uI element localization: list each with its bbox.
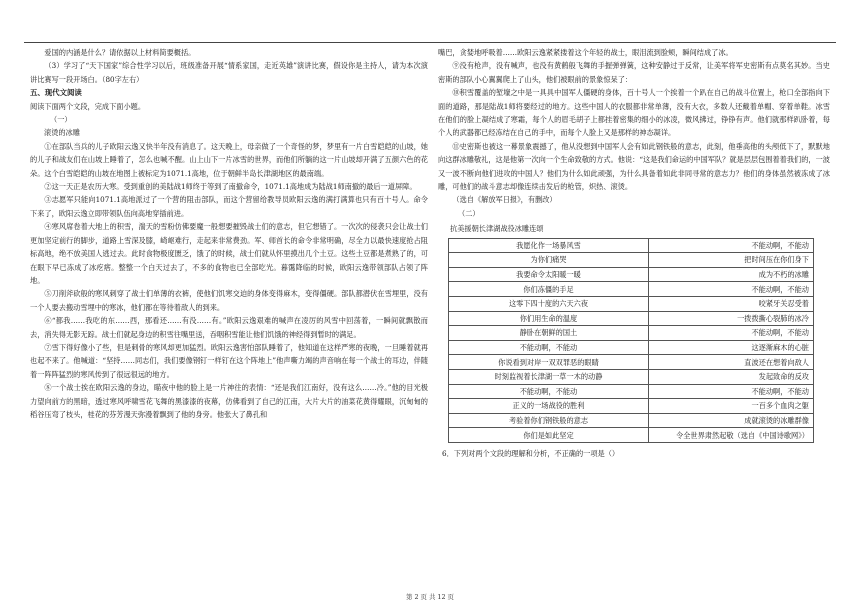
poem-row: [449, 340, 814, 355]
poem-left-line: 静卧在朝鲜的国土: [449, 326, 649, 341]
poem-left-line: 你说看到对岸一双双罪恶的眼睛: [449, 355, 649, 370]
left-column: [30, 46, 428, 421]
poem-left-line: 你们用生命的温度: [449, 311, 649, 326]
poem-left-line: 我愿化作一场暴风雪: [449, 238, 649, 253]
article-paragraph-11: ⑪史密斯也被这一幕景象震撼了，他从没想到中国军人会有如此钢铁般的意志，此刻，他垂高他的头颅低下了，默默地向这群冰雕敬礼，这是他第一次向一个生命致敬的方式。他说：“这是我们命运的中国军队？就是层层包围着着我们的，一波又一波不断向他们进攻的中国人？他们为什么如此顽强，为什么具备着如此非同寻常的意志力？他们的身体虽然被冻成了冰雕，可他们的战斗意志却像连续击发后的枪管，炽热、滚烫。: [438, 141, 830, 192]
article-paragraph-4: ④寒风席卷着大地上的积雪，湍天的雪粉仿佛要魔一般想要摧毁战士们的意志，但它想错了。一次次的侵袭只会让战士们更加坚定前行的脚步，道路上雪深及膝，崎岖难行，走起来非常费劲。军、师首长的命令非常明确，尽全力以最快速度抢占阻标高地，绝不放美国人逃过去。此时食物极度匮乏，饿了的时候，战士们就从怀里摸出几个土豆。这些土豆都是煮熟了的，可在眼下早已冻成了冰疙瘩。整整一个白天过去了，不多的食物也已全部吃光。暮霭降临的时候，欧阳云逸带领部队占领了阵地。: [30, 222, 428, 285]
poem-right-line: 把时间压在你们身下: [649, 253, 814, 268]
poem-row: [449, 297, 814, 312]
poem-row: [449, 370, 814, 385]
poem-left-line: 时刻监视着长津湖一草一木的动静: [449, 370, 649, 385]
poem-right-line: 直波还在想着向敌人: [649, 355, 814, 370]
article-paragraph-8: ⑧一个战士挨在欧阳云逸的身边，瞄夜中他的脸上是一片神往的表情：“还是我们江南好，没有这么……冷。”他的目光极力望向前方的黑暗，透过寒风呼啸雪花飞舞的黑漆漆的夜幕，仿佛看到了自己的江南，大片大片的油菜花黄得耀眼，沉甸甸的稻谷压弯了枝头，桂花的芬芳漫天弥漫着飘到了他的身旁。他张大了鼻孔和: [30, 383, 428, 419]
poem-row: [449, 399, 814, 414]
poem-left-line: 不能动啊，不能动: [449, 384, 649, 399]
poem-left-line: 正义的一场战役的胜利: [449, 399, 649, 414]
poem-right-line: 发起致命的反攻: [649, 370, 814, 385]
article-paragraph-9: ⑨没有枪声，没有喊声，也没有黄鹤般飞舞的手握弹弹簧，这种安静过于反常，让美军将军史密斯有点莫名其妙。当史密斯的部队小心翼翼爬上了山头，他们被眼前的景象惊呆了：: [438, 61, 830, 84]
poem-row: [449, 413, 814, 428]
article-paragraph-3: ③志愿军只能向1071.1高地派过了一个营的阻击部队，而这个营留给教导员欧阳云逸的满打满算也只有百十号人。命令下来了，欧阳云逸立即带领队伍向高地穿插前进。: [30, 195, 428, 218]
poem-right-line: 咬紧牙关忍受着: [649, 297, 814, 312]
article-paragraph-5: ⑤刀削斧砍般的寒风刺穿了战士们单薄的衣裤，使他们饥寒交迫的身体变得麻木，变得僵硬。部队都潜伏在雪埋里，没有一个人要去搬动雪埋中的寒冰，他们都在等待着敌人的到来。: [30, 289, 428, 312]
poem-row: [449, 384, 814, 399]
poem-left-line: 我要命令太阳暖一暖: [449, 267, 649, 282]
page-number-footer: 第 2 页 共 12 页: [406, 593, 454, 601]
article-paragraph-6: ⑥“都我……我吃的东……西，那看还……有没……有。”欧阳云逸艰难的喊声在凌厉的风雪中回荡着，一瞬间就飘散而去，消失得无影无踪。战士们就起身边的积雪往嘴里送，吞咽积雪能让他们饥饿的神经得到暂时的满足。: [30, 316, 428, 339]
question-6: 6．下列对两个文段的理解和分析，不正确的一项是（）: [442, 449, 620, 458]
poem-right-line: 不能动啊，不能动: [649, 384, 814, 399]
article-title: 滚烫的冰雕: [44, 128, 80, 138]
paragraph-8-continuation: 嘴巴，贪婪地呼吸着……欧阳云逸紧紧搂着这个年轻的战士，眼泪流到脸颊，瞬间结成了冰。: [438, 48, 733, 57]
poem-row: [449, 253, 814, 268]
article-source: （选自《解放军日报》，有删改）: [452, 195, 557, 205]
poem-right-line: 不能动啊，不能动: [649, 282, 814, 297]
poem-row: [449, 355, 814, 370]
poem-right-line: 这逐渐麻木的心脏: [649, 340, 814, 355]
poem-right-line: 不能动啊，不能动: [649, 326, 814, 341]
poem-table: [448, 238, 814, 443]
poem-right-line: 成就滚烫的冰雕群像: [649, 413, 814, 428]
poem-right-line: 一百多个血肉之躯: [649, 399, 814, 414]
poem-right-line: 一拨拨撕心裂肺的冰冷: [649, 311, 814, 326]
poem-right-line: 不能动啊，不能动: [649, 238, 814, 253]
poem-row: [449, 267, 814, 282]
part-one-label: （一）: [50, 115, 72, 125]
section-heading: 五、现代文阅读: [30, 88, 82, 98]
article-paragraph-10: ⑩积雪覆盖的堑壕之中是一具具中国军人僵硬的身体，百十号人一个挨着一个趴在自己的战斗位置上，枪口全部指向下面的道路，那是陆战1师将要经过的地方。这些中国人的衣服都非常单薄，没有大衣，多数人还戴着单帽、穿着单鞋。冰雪在他们的脸上凝结成了寒霜，每个人的眉毛胡子上都挂着密集的细小的冰凌，微风拂过，铮铮有声。他们就那样趴卧着，每个人的武器都已经冻结在自己的手中，而每个人脸上又是那样的神态凝详。: [438, 88, 830, 138]
poem-left-line: 不能动啊，不能动: [449, 340, 649, 355]
poem-row: [449, 282, 814, 297]
article-paragraph-7: ⑦雪下得好像小了些，但是刺骨的寒风却更加猛烈。欧阳云逸害怕部队睡着了，他知道在这样严寒的夜晚，一旦睡着就再也起不来了。他喊道：“坚持……同志们，我们要像钢钉一样钉在这个阵地上”他声嘶力竭的声音响在每一个战士的耳边，伴随着一阵阵猛烈的寒风传到了很远很远的地方。: [30, 342, 428, 379]
previous-question-tail: 爱国的内涵是什么？请依据以上材料简要概括。: [44, 48, 196, 57]
poem-left-line: 你们是如此坚定: [449, 428, 649, 443]
poem-left-line: 为你们痛哭: [449, 253, 649, 268]
article-paragraph-2: ②这一天正是农历大寒。受到重创的美陆战1师终于等到了南撤命令，1071.1高地成为陆战1师南撤的最后一道屏障。: [44, 182, 417, 192]
top-rule: [24, 42, 836, 43]
reading-instruction: 阅读下面两个文段，完成下面小题。: [30, 101, 146, 111]
question-3: （3）学习了“天下国家”综合性学习以后，班级准备开展“情系家国，走近英雄”演讲比赛，假设你是主持人，请为本次演讲比赛写一段开场白。（80字左右）: [30, 61, 428, 84]
poem-left-line: 考验着你们钢铁般的意志: [449, 413, 649, 428]
poem-right-line: 令全世界肃然起敬（选自《中国诗歌网》）: [649, 428, 814, 443]
poem-row: [449, 238, 814, 253]
poem-title: 抗美援朝长津湖战役冰雕连颂: [450, 224, 544, 234]
part-two-label: （二）: [458, 208, 480, 218]
poem-left-line: 你们冻僵的手足: [449, 282, 649, 297]
poem-row: [449, 311, 814, 326]
poem-right-line: 成为不朽的冰雕: [649, 267, 814, 282]
poem-row: [449, 428, 814, 443]
poem-left-line: 这零下四十度的六天六夜: [449, 297, 649, 312]
right-column: [438, 46, 830, 460]
article-paragraph-1: ①在部队当兵的儿子欧阳云逸又快半年没有消息了。这天晚上，母亲做了一个奇怪的梦，梦里有一片白雪皑皑的山坡，她的儿子和战友们在山坡上睡着了，怎么也喊不醒。山上山下一片冰雪的世界，而他们所躺的这一片山坡却开满了五颜六色的花朵。这个白雪皑皑的山坡在地图上被标定为1071.1高地，位于朝鲜半岛长津湖地区的最南端。: [30, 141, 428, 178]
poem-row: [449, 326, 814, 341]
